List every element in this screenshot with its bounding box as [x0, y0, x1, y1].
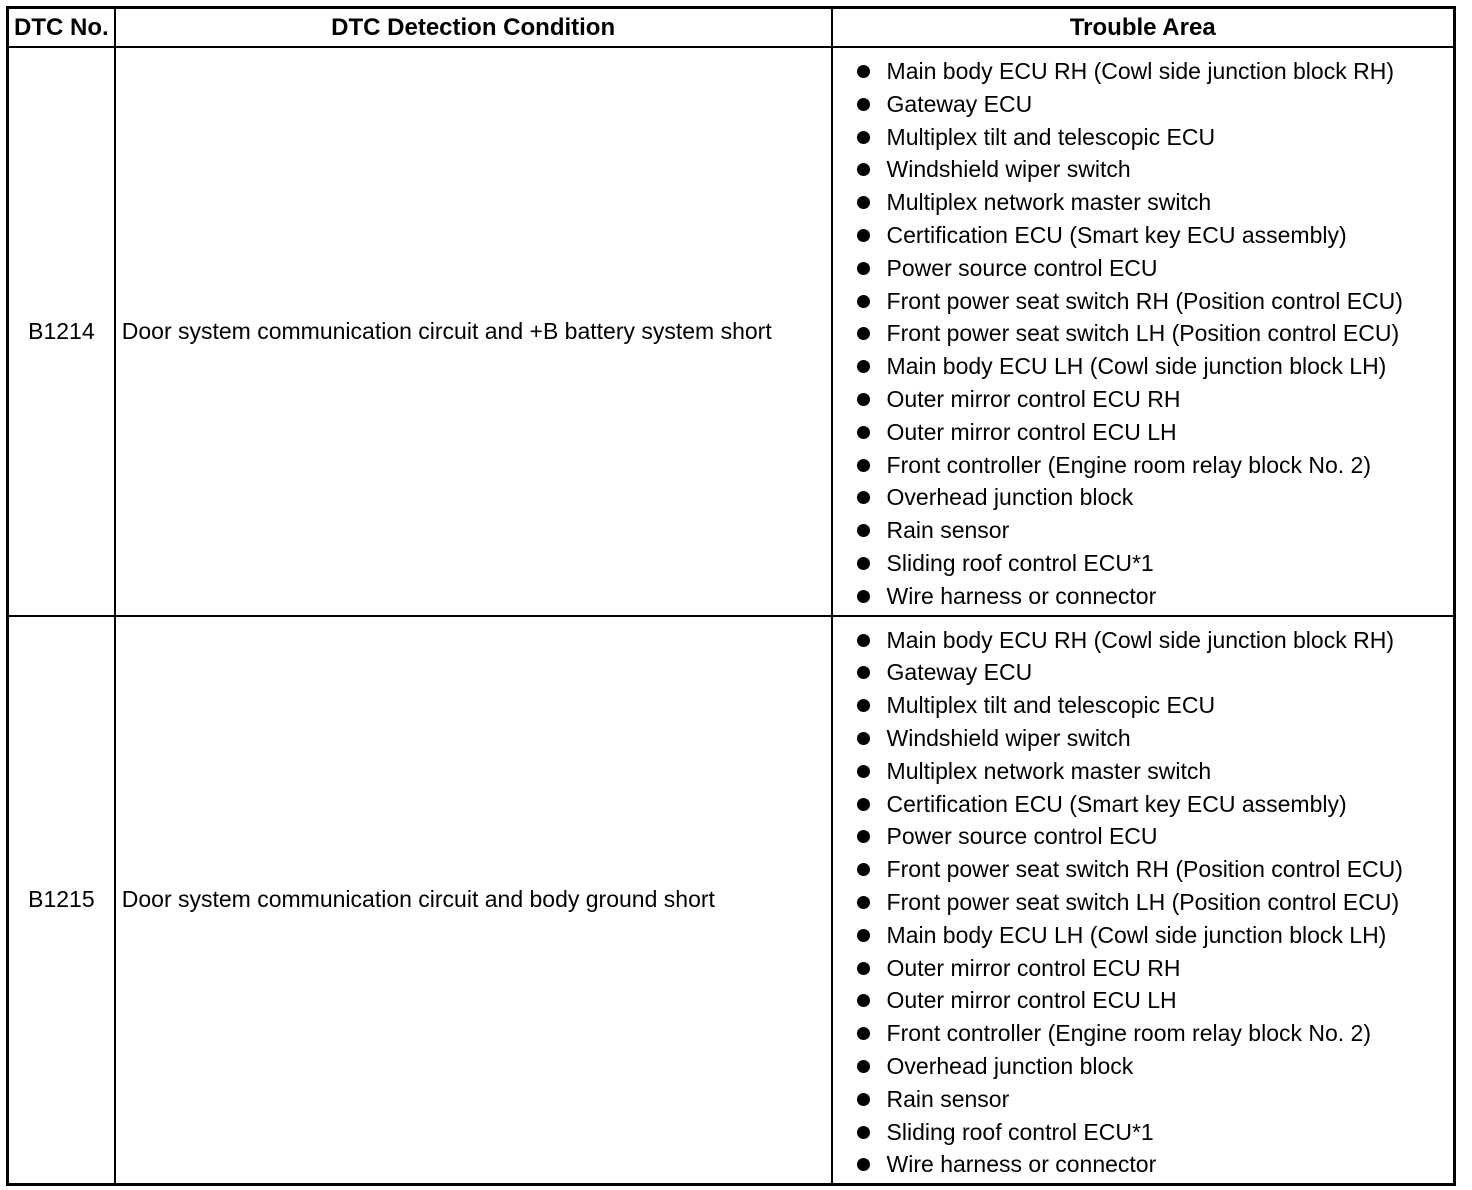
trouble-area-text: Multiplex network master switch — [886, 757, 1212, 784]
bullet-icon — [857, 1060, 870, 1073]
list-item — [833, 1050, 1453, 1083]
trouble-area-text: Power source control ECU — [886, 823, 1158, 850]
bullet-icon — [857, 590, 870, 603]
trouble-area-text: Windshield wiper switch — [886, 156, 1131, 183]
trouble-area-text: Sliding roof control ECU*1 — [886, 1118, 1154, 1145]
trouble-area-text: Multiplex tilt and telescopic ECU — [886, 692, 1216, 719]
list-item — [833, 1017, 1453, 1050]
dtc-code: B1215 — [8, 616, 115, 1185]
bullet-icon — [857, 699, 870, 712]
list-item — [833, 1083, 1453, 1116]
trouble-area-list — [833, 624, 1453, 1182]
list-item — [833, 285, 1453, 318]
trouble-area-text: Outer mirror control ECU RH — [886, 954, 1181, 981]
bullet-icon — [857, 1027, 870, 1040]
header-detection-condition: DTC Detection Condition — [115, 8, 832, 48]
list-item — [833, 820, 1453, 853]
trouble-area-text: Overhead junction block — [886, 1052, 1134, 1079]
trouble-area-text: Power source control ECU — [886, 254, 1158, 281]
bullet-icon — [857, 1093, 870, 1106]
bullet-icon — [857, 830, 870, 843]
trouble-area-text: Wire harness or connector — [886, 582, 1157, 609]
trouble-area-text: Wire harness or connector — [886, 1151, 1157, 1178]
list-item — [833, 547, 1453, 580]
bullet-icon — [857, 196, 870, 209]
list-item — [833, 886, 1453, 919]
list-item — [833, 1116, 1453, 1149]
bullet-icon — [857, 634, 870, 647]
bullet-icon — [857, 327, 870, 340]
trouble-area-text: Main body ECU LH (Cowl side junction block LH) — [886, 353, 1387, 380]
header-row — [8, 8, 1455, 48]
bullet-icon — [857, 163, 870, 176]
list-item — [833, 350, 1453, 383]
list-item — [833, 88, 1453, 121]
bullet-icon — [857, 1158, 870, 1171]
bullet-icon — [857, 524, 870, 537]
trouble-area-text: Windshield wiper switch — [886, 724, 1131, 751]
list-item — [833, 952, 1453, 985]
list-item — [833, 984, 1453, 1017]
trouble-area-text: Front controller (Engine room relay block No. 2) — [886, 451, 1372, 478]
bullet-icon — [857, 491, 870, 504]
trouble-area-text: Outer mirror control ECU RH — [886, 385, 1181, 412]
trouble-area-text: Front power seat switch RH (Position control ECU) — [886, 856, 1403, 883]
trouble-area-text: Multiplex network master switch — [886, 189, 1212, 216]
bullet-icon — [857, 666, 870, 679]
bullet-icon — [857, 98, 870, 111]
list-item — [833, 722, 1453, 755]
trouble-area-text: Overhead junction block — [886, 484, 1134, 511]
bullet-icon — [857, 1126, 870, 1139]
bullet-icon — [857, 994, 870, 1007]
bullet-icon — [857, 426, 870, 439]
list-item — [833, 383, 1453, 416]
list-item — [833, 186, 1453, 219]
trouble-area-cell — [832, 616, 1455, 1185]
bullet-icon — [857, 65, 870, 78]
trouble-area-text: Gateway ECU — [886, 90, 1033, 117]
list-item — [833, 449, 1453, 482]
bullet-icon — [857, 765, 870, 778]
list-item — [833, 481, 1453, 514]
trouble-area-text: Front power seat switch LH (Position control ECU) — [886, 320, 1400, 347]
list-item — [833, 755, 1453, 788]
list-item — [833, 219, 1453, 252]
bullet-icon — [857, 798, 870, 811]
list-item — [833, 788, 1453, 821]
trouble-area-text: Front power seat switch LH (Position control ECU) — [886, 888, 1400, 915]
bullet-icon — [857, 459, 870, 472]
header-dtc-no: DTC No. — [8, 8, 115, 48]
bullet-icon — [857, 962, 870, 975]
list-item — [833, 252, 1453, 285]
bullet-icon — [857, 557, 870, 570]
trouble-area-text: Multiplex tilt and telescopic ECU — [886, 123, 1216, 150]
bullet-icon — [857, 229, 870, 242]
list-item — [833, 1148, 1453, 1181]
bullet-icon — [857, 262, 870, 275]
trouble-area-text: Front power seat switch RH (Position control ECU) — [886, 287, 1403, 314]
trouble-area-text: Main body ECU LH (Cowl side junction block LH) — [886, 921, 1387, 948]
trouble-area-text: Rain sensor — [886, 1085, 1010, 1112]
list-item — [833, 689, 1453, 722]
trouble-area-cell — [832, 47, 1455, 616]
list-item — [833, 317, 1453, 350]
trouble-area-text: Main body ECU RH (Cowl side junction block RH) — [886, 58, 1394, 84]
trouble-area-text: Gateway ECU — [886, 659, 1033, 686]
detection-condition: Door system communication circuit and body ground short — [115, 616, 832, 1185]
list-item — [833, 853, 1453, 886]
trouble-area-text: Outer mirror control ECU LH — [886, 418, 1177, 445]
detection-condition: Door system communication circuit and +B battery system short — [115, 47, 832, 616]
bullet-icon — [857, 295, 870, 308]
list-item — [833, 919, 1453, 952]
trouble-area-text: Certification ECU (Smart key ECU assembly) — [886, 790, 1347, 817]
list-item — [833, 624, 1453, 657]
trouble-area-text: Sliding roof control ECU*1 — [886, 549, 1154, 576]
trouble-area-text: Outer mirror control ECU LH — [886, 987, 1177, 1014]
bullet-icon — [857, 896, 870, 909]
list-item — [833, 121, 1453, 154]
trouble-area-text: Rain sensor — [886, 517, 1010, 544]
table-row — [8, 47, 1455, 616]
bullet-icon — [857, 732, 870, 745]
bullet-icon — [857, 863, 870, 876]
dtc-table — [6, 6, 1456, 1186]
bullet-icon — [857, 360, 870, 373]
list-item — [833, 514, 1453, 547]
dtc-code: B1214 — [8, 47, 115, 616]
trouble-area-text: Front controller (Engine room relay block No. 2) — [886, 1020, 1372, 1047]
bullet-icon — [857, 929, 870, 942]
bullet-icon — [857, 131, 870, 144]
list-item — [833, 580, 1453, 613]
bullet-icon — [857, 393, 870, 406]
header-trouble-area: Trouble Area — [832, 8, 1455, 48]
trouble-area-text: Certification ECU (Smart key ECU assembly) — [886, 221, 1347, 248]
list-item — [833, 153, 1453, 186]
list-item — [833, 656, 1453, 689]
trouble-area-list — [833, 55, 1453, 613]
list-item — [833, 55, 1453, 88]
table-row — [8, 616, 1455, 1185]
trouble-area-text: Main body ECU RH (Cowl side junction block RH) — [886, 626, 1394, 653]
list-item — [833, 416, 1453, 449]
